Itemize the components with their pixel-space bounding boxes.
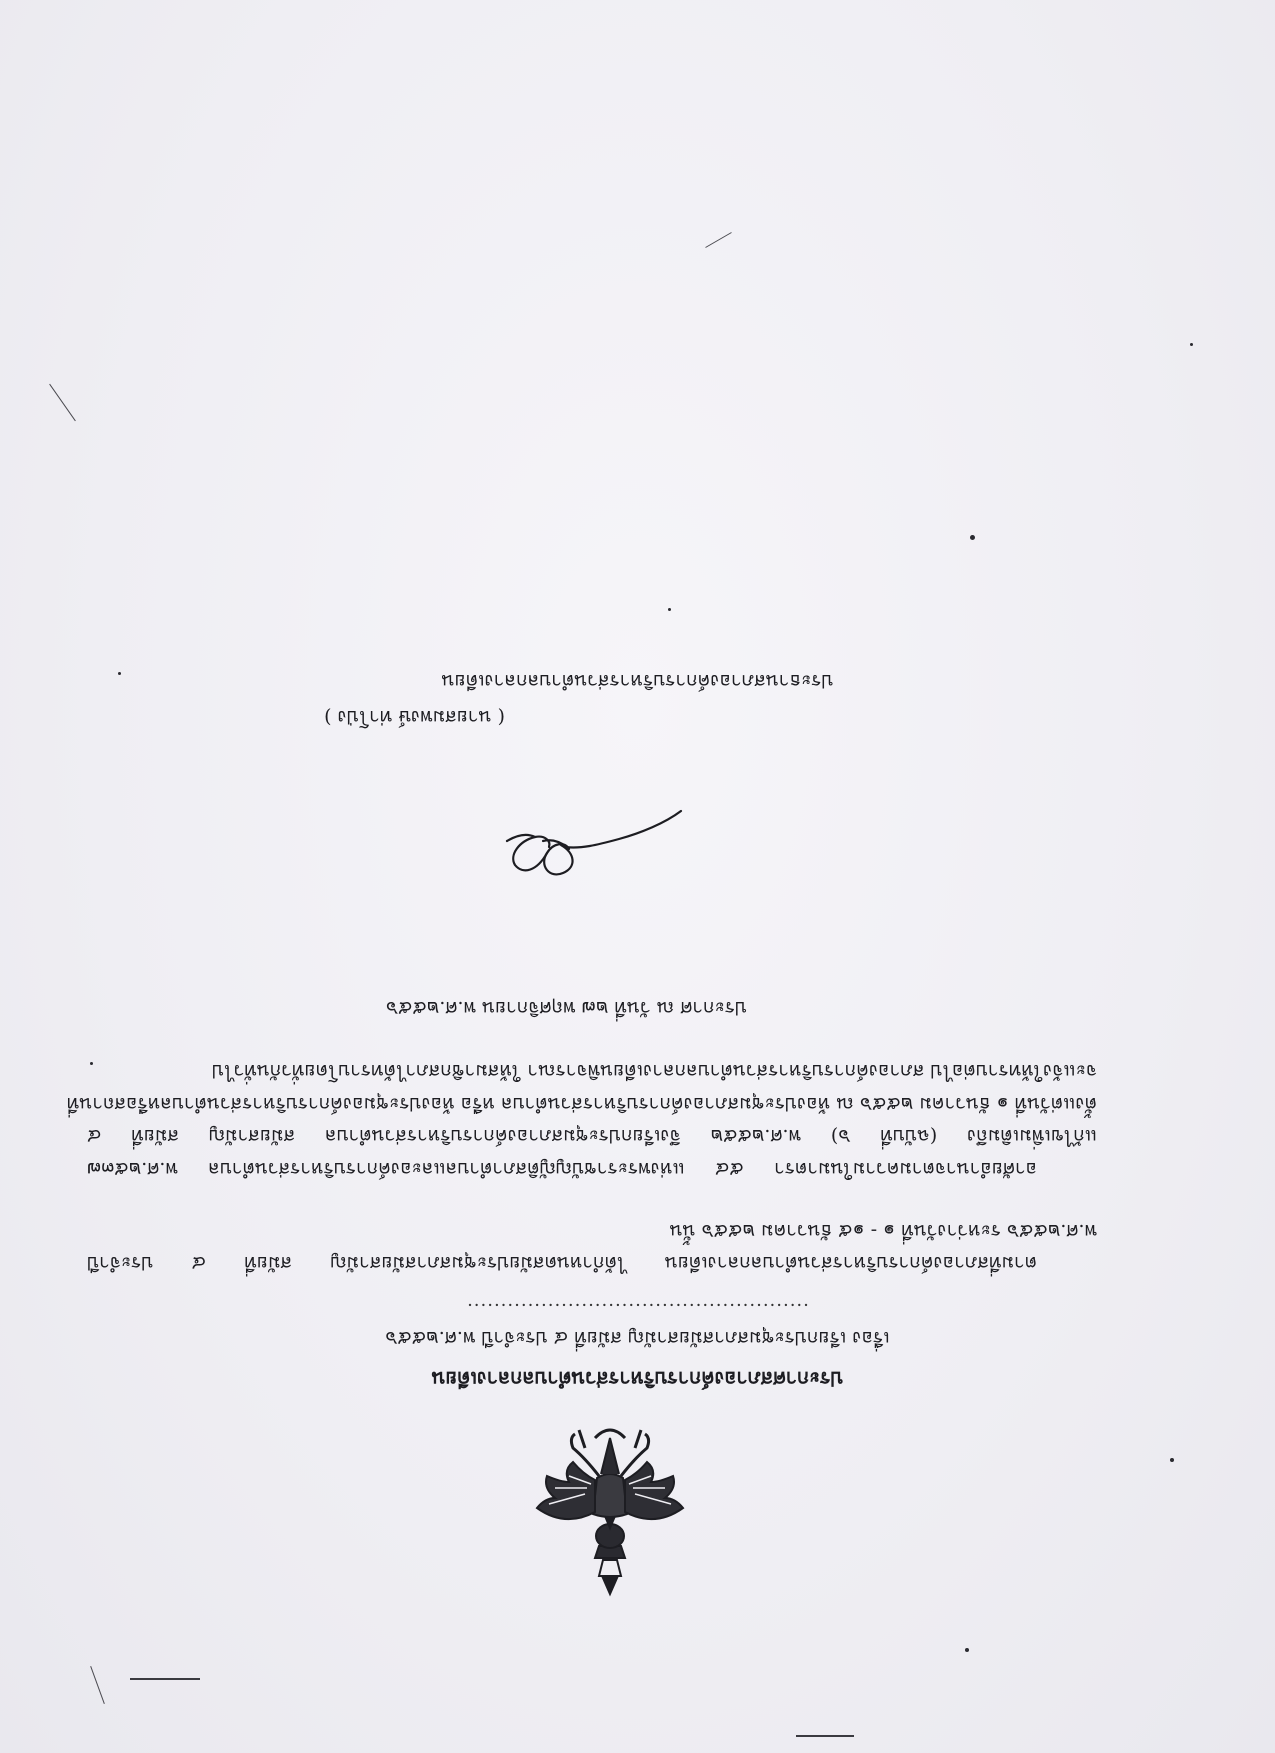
header-title: ประกาศสภาองค์การบริหารส่วนตำบลกลางเดียน [431,1367,844,1391]
handwritten-signature [495,798,685,893]
paragraph1-line-2: พ.ศ.๒๕๕๖ ระหว่างวันที่ ๑ - ๑๕ ธันวาคม ๒๕๕๖ นั้น [669,1220,1097,1242]
announcement-date: ประกาศ ณ วันที่ ๒๗ พฤศจิกายน พ.ศ.๒๕๕๖ [385,997,747,1019]
garuda-emblem-icon [525,1418,695,1598]
paragraph1-line-1: ตามที่สภาองค์การบริหารส่วนตำบลกลางเดียน ได้กำหนดสมัยประชุมสภาสมัยสามัญ สมัยที่ ๔ ประจำปี [87,1252,1037,1274]
paragraph2-line-3: ตั้งแต่วันที่ ๑ ธันวาคม ๒๕๕๖ ณ ห้องประชุมสภาองค์การบริหารส่วนตำบล หรือ ห้องประชุมองค์การบริหารส่วนตำบลหรือสถานที่ [66,1093,1097,1115]
paragraph2-line-1: อาศัยอำนาจตามความในมาตรา ๕๔ แห่งพระราชบัญญัติสภาตำบลและองค์การบริหารส่วนตำบล พ.ศ.๒๕๓๗ [87,1158,1037,1180]
paragraph2-line-2: แก้ไขเพิ่มเติมถึง (ฉบับที่ ๖) พ.ศ.๒๕๕๒ จึงเรียกประชุมสภาองค์การบริหารส่วนตำบล สมัยสามัญ สมัยที่ ๔ [87,1125,1097,1147]
subject-line: เรื่อง เรียกประชุมสภาสมัยสามัญ สมัยที่ ๔ ประจำปี พ.ศ.๒๕๕๖ [385,1327,890,1349]
signer-name: ( นายสมพงษ์ ท่าโป่ง ) [324,706,505,728]
separator-dots: ................................................... [466,1299,809,1320]
signer-position: ประธานสภาองค์การบริหารส่วนตำบลกลางเดียน [441,670,834,692]
paragraph2-line-4: จะแจ้งให้ทราบต่อไป สภาองค์การบริหารส่วนตำบลกลางเดียนพิจารณา ให้สมาชิกสภาได้ทราบโดยทั่วกันทั่วไป [211,1060,1097,1082]
